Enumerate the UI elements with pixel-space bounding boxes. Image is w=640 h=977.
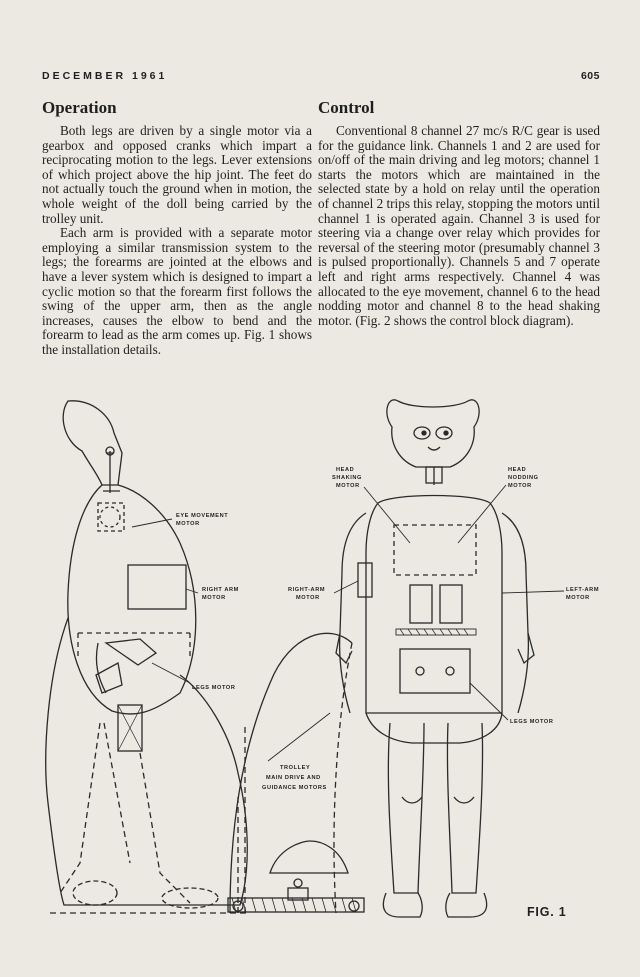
label-right-arm-motor-front-1: RIGHT-ARM [288,587,326,593]
label-right-arm-motor-side-2: MOTOR [202,595,226,601]
label-head-shaking-motor-2: SHAKING [332,475,362,481]
label-head-shaking-motor-3: MOTOR [336,483,360,489]
page-number: 605 [580,70,600,82]
label-trolley-3: GUIDANCE MOTORS [262,785,327,791]
issue-date: DECEMBER 1961 [42,70,168,82]
label-trolley-1: TROLLEY [280,765,311,771]
operation-heading: Operation [42,98,117,117]
label-right-arm-motor-side-1: RIGHT ARM [202,587,239,593]
running-head [42,70,600,84]
control-heading: Control [318,98,375,117]
label-left-arm-motor-front-1: LEFT-ARM [566,587,600,593]
label-head-nodding-motor-1: HEAD [508,467,527,473]
doll-installation-drawing [40,393,610,933]
operation-column [42,98,312,358]
operation-paragraph-2: Each arm is provided with a separate motor employing a similar transmission system to the legs; the forearms are jointed at the elbows and have a lever system which is designed to impart a cyclic motion so that the forearm first follows the swing of the upper arm, then as the angle increases, causes the elbow to bend and the forearm to lead as the arm comes up. Fig. 1 shows the installation details. [42,225,312,357]
figure-1 [40,393,610,933]
front-view-drawing [336,400,534,917]
label-head-nodding-motor-3: MOTOR [508,483,532,489]
figure-caption: FIG. 1 [527,905,567,919]
trolley-drawing [228,633,364,913]
control-paragraph-1: Conventional 8 channel 27 mc/s R/C gear is used for the guidance link. Channels 1 and 2 are used for on/off of the main driving and leg motors; channel 1 starts the motors which are maintained in the selected state by a hold on relay until the operation of channel 2 trips this relay, stopping the motors until channel 1 is operated again. Channel 3 is used for steering via a change over relay which provides for reversal of the steering motor (presumably channel 3 is pulsed proportionally). Channels 5 and 7 operate left and right arms respectively. Channel 4 was allocated to the eye movement, channel 6 to the head nodding motor and channel 8 to the head shaking motor. (Fig. 2 shows the control block diagram). [318,123,600,328]
label-legs-motor-front: LEGS MOTOR [510,719,554,725]
label-eye-movement-motor-2: MOTOR [176,521,200,527]
label-head-nodding-motor-2: NODDING [508,475,539,481]
label-eye-movement-motor-1: EYE MOVEMENT [176,513,229,519]
control-column [318,98,600,328]
side-view-drawing [46,401,250,913]
label-head-shaking-motor-1: HEAD [336,467,355,473]
label-left-arm-motor-front-2: MOTOR [566,595,590,601]
label-right-arm-motor-front-2: MOTOR [296,595,320,601]
label-legs-motor-side: LEGS MOTOR [192,685,236,691]
operation-paragraph-1: Both legs are driven by a single motor via a gearbox and opposed cranks which impart a reciprocating motion to the legs. Lever extensions of which project above the hip joint. The feet do not actually touch the ground when in motion, the whole weight of the doll being carried by the trolley unit. [42,123,312,226]
label-trolley-2: MAIN DRIVE AND [266,775,321,781]
